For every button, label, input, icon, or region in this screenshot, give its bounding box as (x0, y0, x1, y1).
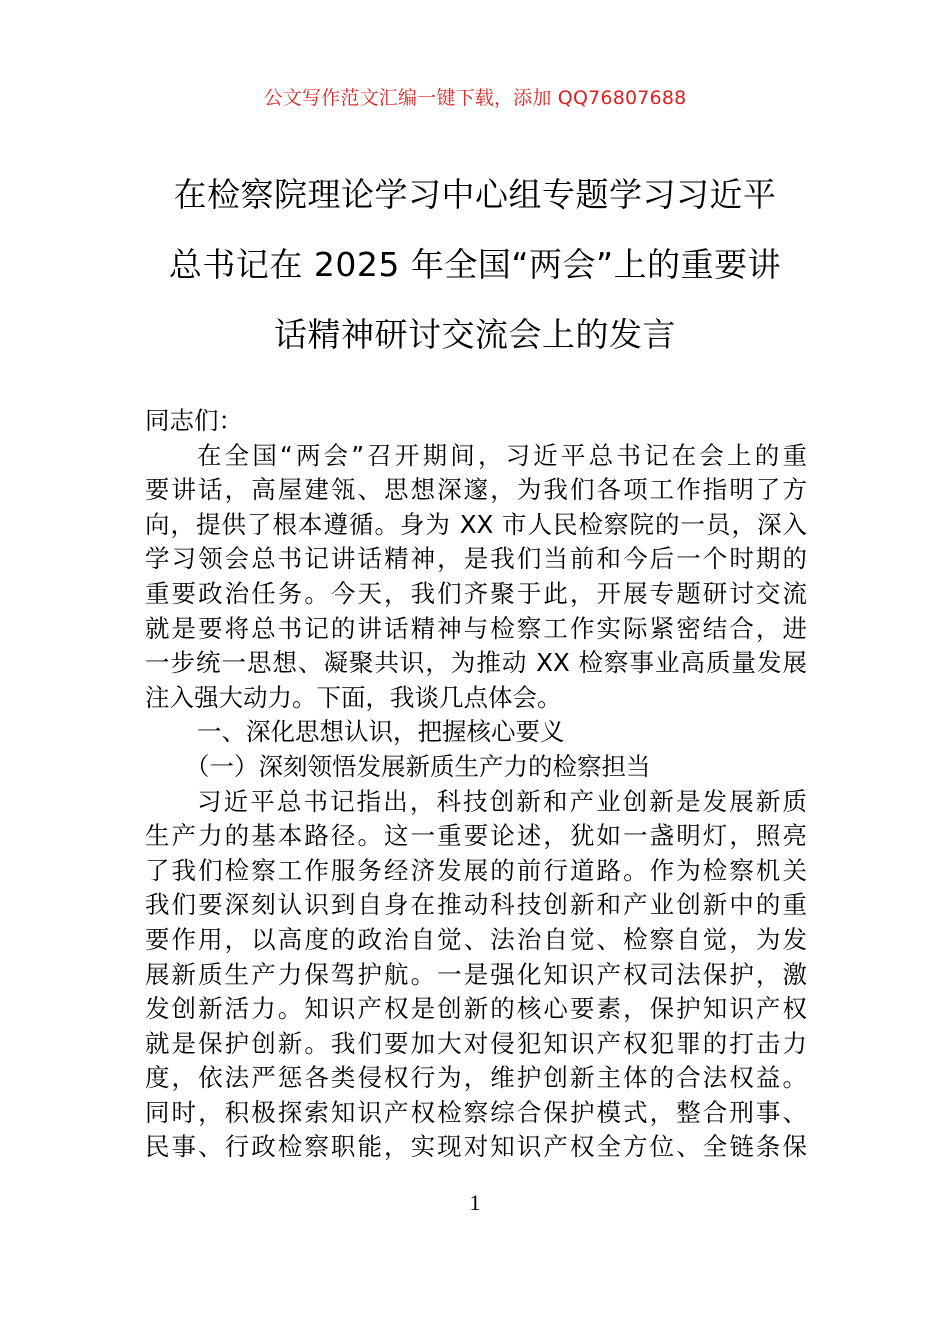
paragraph-line: 就是要将总书记的讲话精神与检察工作实际紧密结合，进 (145, 613, 807, 643)
paragraph-line: 要作用，以高度的政治自觉、法治自觉、检察自觉，为发 (145, 924, 807, 954)
section-heading: 一、深化思想认识，把握核心要义 (197, 717, 565, 747)
paragraph-line: 注入强大动力。下面，我谈几点体会。 (145, 682, 562, 712)
paragraph-line: 向，提供了根本遵循。身为 XX 市人民检察院的一员，深入 (145, 509, 807, 539)
paragraph-line: 学习领会总书记讲话精神，是我们当前和今后一个时期的 (145, 544, 807, 574)
paragraph-line: 民事、行政检察职能，实现对知识产权全方位、全链条保 (145, 1132, 807, 1162)
title-line: 话精神研讨交流会上的发言 (274, 315, 676, 354)
paragraph-line: 要讲话，高屋建瓴、思想深邃，为我们各项工作指明了方 (145, 475, 807, 505)
paragraph-line: 发创新活力。知识产权是创新的核心要素，保护知识产权 (145, 994, 807, 1024)
paragraph-line: 了我们检察工作服务经济发展的前行道路。作为检察机关 (145, 855, 807, 885)
paragraph-line: 我们要深刻认识到自身在推动科技创新和产业创新中的重 (145, 890, 807, 920)
paragraph-line: 展新质生产力保驾护航。一是强化知识产权司法保护，激 (145, 959, 807, 989)
paragraph-line: 同时，积极探索知识产权检察综合保护模式，整合刑事、 (145, 1097, 807, 1127)
watermark-text: 公文写作范文汇编一键下载，添加 QQ76807688 (263, 87, 687, 109)
paragraph-line: 重要政治任务。今天，我们齐聚于此，开展专题研讨交流 (145, 578, 807, 608)
paragraph-line: 就是保护创新。我们要加大对侵犯知识产权犯罪的打击力 (145, 1028, 807, 1058)
document-body (145, 404, 807, 1165)
paragraph-line: 生产力的基本路径。这一重要论述，犹如一盏明灯，照亮 (145, 821, 807, 851)
paragraph-line: 习近平总书记指出，科技创新和产业创新是发展新质 (197, 786, 807, 816)
paragraph-line: 度，依法严惩各类侵权行为，维护创新主体的合法权益。 (145, 1063, 807, 1093)
page-number: 1 (469, 1190, 481, 1215)
subsection-heading: （一）深刻领悟发展新质生产力的检察担当 (185, 751, 651, 781)
title-line: 总书记在 2025 年全国“两会”上的重要讲 (168, 245, 782, 284)
paragraph-line: 一步统一思想、凝聚共识，为推动 XX 检察事业高质量发展 (145, 648, 807, 678)
title-line: 在检察院理论学习中心组专题学习习近平 (173, 175, 777, 214)
document-title (140, 160, 810, 370)
salutation: 同志们： (145, 406, 243, 435)
paragraph-line: 在全国“两会”召开期间，习近平总书记在会上的重 (197, 440, 807, 470)
